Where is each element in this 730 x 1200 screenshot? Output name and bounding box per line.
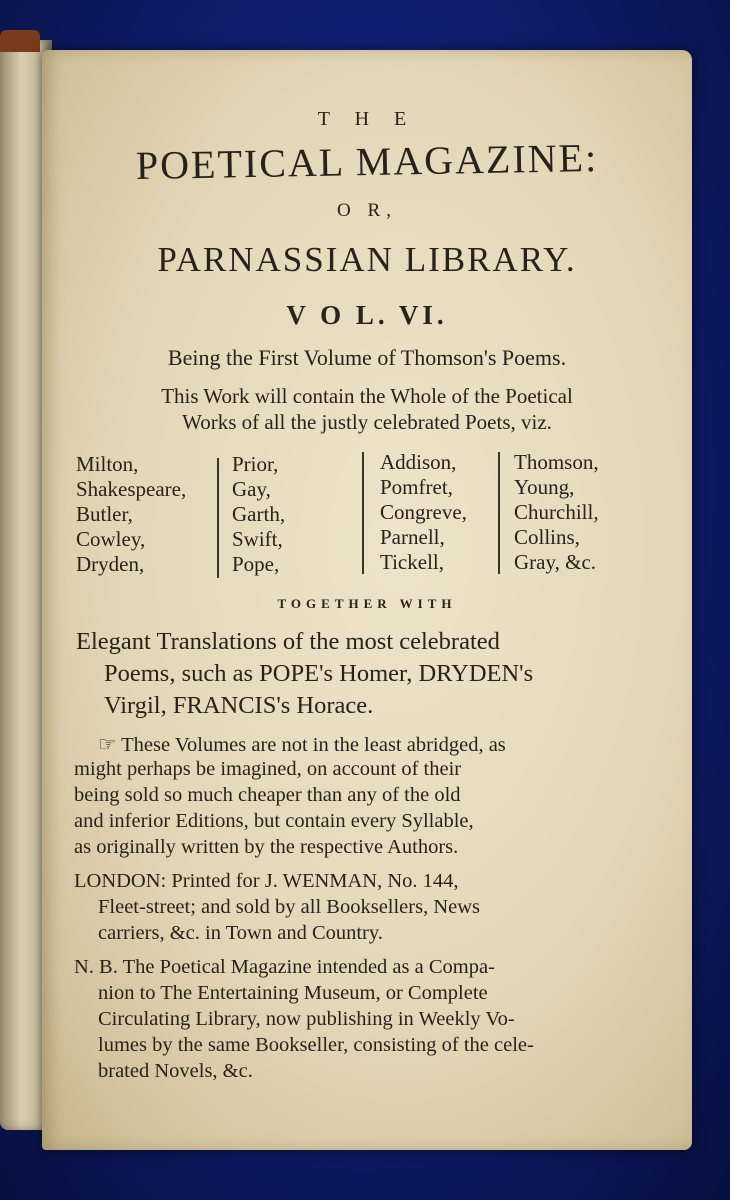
poet-name: Collins, (514, 525, 580, 549)
nb-line-3: Circulating Library, now publishing in Weekly Vo- (98, 1008, 515, 1030)
poets-column-4 (514, 450, 599, 575)
note-line-5: as originally written by the respective Authors. (74, 836, 459, 858)
poet-name: Dryden, (76, 552, 145, 576)
nb-line-4: lumes by the same Bookseller, consisting of the cele- (98, 1034, 534, 1056)
imprint-line-2: Fleet-street; and sold by all Booksellers, News (98, 896, 481, 918)
the-heading: T H E (317, 108, 417, 130)
title-page (42, 50, 692, 1150)
poet-name: Pope, (232, 552, 280, 576)
poet-name: Thomson, (514, 450, 599, 474)
poet-name: Gay, (232, 477, 271, 501)
note-line-3: being sold so much cheaper than any of the old (74, 784, 461, 806)
poet-name: Prior, (232, 452, 279, 476)
poet-name: Milton, (76, 452, 139, 476)
book-spine (0, 30, 40, 52)
poet-name: Congreve, (380, 500, 467, 524)
poets-column-2 (232, 452, 285, 577)
poets-column-3 (380, 450, 467, 575)
poet-name: Shakespeare, (76, 477, 187, 501)
intro-line-2: Works of all the justly celebrated Poets, viz. (182, 410, 552, 434)
subtitle: Being the First Volume of Thomson's Poems. (167, 345, 567, 370)
title-line-1: POETICAL MAGAZINE: (135, 134, 599, 189)
volume-number: V O L. VI. (286, 300, 448, 330)
translations-line-3: Virgil, FRANCIS's Horace. (104, 692, 374, 719)
translations-line-1: Elegant Translations of the most celebrated (76, 628, 500, 655)
poet-name: Butler, (76, 502, 133, 526)
intro-line-1: This Work will contain the Whole of the Poetical (161, 384, 573, 408)
poet-name: Addison, (380, 450, 457, 474)
note-line-4: and inferior Editions, but contain every Syllable, (74, 810, 474, 832)
poet-name: Swift, (232, 527, 283, 551)
poet-name: Gray, &c. (514, 550, 597, 574)
or-line: O R, (337, 200, 397, 221)
column-rule (217, 458, 219, 578)
poets-column-1 (76, 452, 186, 577)
column-rule (362, 452, 364, 574)
imprint-line-3: carriers, &c. in Town and Country. (98, 922, 383, 944)
poet-name: Young, (514, 475, 575, 499)
column-rule (498, 452, 500, 574)
translations-line-2: Poems, such as POPE's Homer, DRYDEN's (104, 660, 534, 687)
poet-name: Garth, (232, 502, 286, 526)
nb-line-2: nion to The Entertaining Museum, or Complete (98, 982, 488, 1004)
poet-name: Cowley, (76, 527, 146, 551)
together-with: TOGETHER WITH (277, 596, 457, 611)
title-line-2: PARNASSIAN LIBRARY. (157, 240, 577, 279)
poet-name: Tickell, (380, 550, 444, 574)
poet-name: Parnell, (380, 525, 445, 549)
poet-name: Pomfret, (380, 475, 453, 499)
nb-line-1: N. B. The Poetical Magazine intended as a Compa- (74, 956, 495, 978)
note-line-1: ☞ These Volumes are not in the least abridged, as (98, 734, 506, 756)
imprint-line-1: LONDON: Printed for J. WENMAN, No. 144, (74, 870, 459, 892)
nb-line-5: brated Novels, &c. (98, 1060, 253, 1082)
note-line-2: might perhaps be imagined, on account of their (74, 758, 462, 780)
poet-name: Churchill, (514, 500, 599, 524)
